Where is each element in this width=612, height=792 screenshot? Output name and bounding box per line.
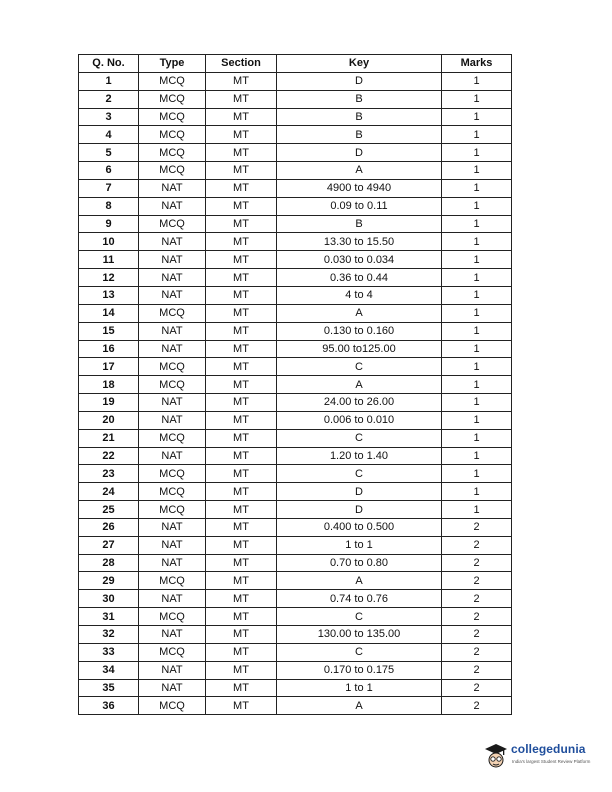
cell-marks: 2	[442, 626, 512, 644]
cell-key: 24.00 to 26.00	[277, 394, 442, 412]
table-row	[79, 376, 512, 394]
cell-qno: 34	[79, 661, 139, 679]
cell-marks: 1	[442, 501, 512, 519]
cell-key: 130.00 to 135.00	[277, 626, 442, 644]
cell-marks: 1	[442, 376, 512, 394]
cell-key: A	[277, 304, 442, 322]
cell-qno: 5	[79, 144, 139, 162]
cell-type: MCQ	[139, 215, 206, 233]
logo-tagline: India's largest Student Review Platform	[512, 759, 591, 764]
cell-marks: 1	[442, 411, 512, 429]
cell-type: MCQ	[139, 358, 206, 376]
table-row	[79, 465, 512, 483]
cell-type: MCQ	[139, 126, 206, 144]
cell-type: MCQ	[139, 643, 206, 661]
cell-section: MT	[206, 251, 277, 269]
cell-key: D	[277, 72, 442, 90]
cell-key: D	[277, 144, 442, 162]
cell-marks: 2	[442, 590, 512, 608]
table-row	[79, 72, 512, 90]
cell-type: MCQ	[139, 572, 206, 590]
table-row	[79, 429, 512, 447]
cell-qno: 1	[79, 72, 139, 90]
cell-type: NAT	[139, 286, 206, 304]
cell-type: NAT	[139, 411, 206, 429]
cell-key: D	[277, 501, 442, 519]
cell-section: MT	[206, 501, 277, 519]
cell-section: MT	[206, 269, 277, 287]
cell-marks: 2	[442, 572, 512, 590]
table-row	[79, 126, 512, 144]
cell-marks: 1	[442, 108, 512, 126]
table-row	[79, 536, 512, 554]
cell-type: MCQ	[139, 697, 206, 715]
cell-marks: 1	[442, 304, 512, 322]
cell-key: C	[277, 643, 442, 661]
cell-qno: 21	[79, 429, 139, 447]
cell-qno: 29	[79, 572, 139, 590]
cell-marks: 1	[442, 465, 512, 483]
cell-type: NAT	[139, 626, 206, 644]
cell-section: MT	[206, 144, 277, 162]
cell-key: A	[277, 697, 442, 715]
answer-key-table	[78, 54, 512, 715]
cell-type: NAT	[139, 590, 206, 608]
cell-qno: 33	[79, 643, 139, 661]
cell-marks: 1	[442, 447, 512, 465]
cell-section: MT	[206, 554, 277, 572]
cell-section: MT	[206, 697, 277, 715]
cell-key: C	[277, 465, 442, 483]
cell-key: D	[277, 483, 442, 501]
cell-key: 95.00 to125.00	[277, 340, 442, 358]
cell-type: NAT	[139, 447, 206, 465]
cell-marks: 2	[442, 608, 512, 626]
cell-marks: 2	[442, 661, 512, 679]
cell-section: MT	[206, 465, 277, 483]
table-row	[79, 554, 512, 572]
cell-section: MT	[206, 411, 277, 429]
cell-qno: 31	[79, 608, 139, 626]
cell-marks: 1	[442, 144, 512, 162]
table-row	[79, 90, 512, 108]
cell-type: NAT	[139, 394, 206, 412]
cell-section: MT	[206, 376, 277, 394]
cell-marks: 1	[442, 162, 512, 180]
cell-type: MCQ	[139, 162, 206, 180]
cell-key: C	[277, 358, 442, 376]
cell-qno: 3	[79, 108, 139, 126]
cell-type: MCQ	[139, 304, 206, 322]
cell-section: MT	[206, 304, 277, 322]
cell-key: 1.20 to 1.40	[277, 447, 442, 465]
table-row	[79, 162, 512, 180]
table-row	[79, 697, 512, 715]
cell-type: NAT	[139, 233, 206, 251]
cell-qno: 22	[79, 447, 139, 465]
cell-marks: 1	[442, 483, 512, 501]
cell-section: MT	[206, 197, 277, 215]
graduation-cap-mascot-icon	[484, 742, 508, 770]
cell-key: 0.70 to 0.80	[277, 554, 442, 572]
cell-qno: 12	[79, 269, 139, 287]
cell-section: MT	[206, 572, 277, 590]
table-row	[79, 108, 512, 126]
cell-qno: 25	[79, 501, 139, 519]
cell-marks: 1	[442, 358, 512, 376]
cell-key: 0.74 to 0.76	[277, 590, 442, 608]
table-row	[79, 179, 512, 197]
cell-section: MT	[206, 483, 277, 501]
cell-marks: 1	[442, 429, 512, 447]
cell-qno: 23	[79, 465, 139, 483]
table-row	[79, 608, 512, 626]
cell-key: B	[277, 90, 442, 108]
cell-qno: 32	[79, 626, 139, 644]
cell-marks: 1	[442, 90, 512, 108]
cell-key: 0.400 to 0.500	[277, 518, 442, 536]
cell-type: MCQ	[139, 501, 206, 519]
cell-marks: 1	[442, 215, 512, 233]
cell-key: 1 to 1	[277, 679, 442, 697]
table-row	[79, 394, 512, 412]
cell-section: MT	[206, 518, 277, 536]
cell-section: MT	[206, 322, 277, 340]
cell-key: A	[277, 162, 442, 180]
table-row	[79, 572, 512, 590]
table-row	[79, 679, 512, 697]
table-row	[79, 304, 512, 322]
cell-section: MT	[206, 626, 277, 644]
cell-section: MT	[206, 340, 277, 358]
table-row	[79, 197, 512, 215]
cell-key: B	[277, 126, 442, 144]
logo-brand-name: collegedunia	[511, 742, 586, 756]
cell-qno: 2	[79, 90, 139, 108]
cell-section: MT	[206, 179, 277, 197]
table-row	[79, 233, 512, 251]
cell-key: 4 to 4	[277, 286, 442, 304]
cell-marks: 1	[442, 251, 512, 269]
collegedunia-logo	[480, 740, 602, 774]
cell-section: MT	[206, 429, 277, 447]
cell-key: 0.030 to 0.034	[277, 251, 442, 269]
cell-type: MCQ	[139, 144, 206, 162]
cell-qno: 20	[79, 411, 139, 429]
cell-marks: 2	[442, 536, 512, 554]
cell-type: NAT	[139, 179, 206, 197]
cell-section: MT	[206, 679, 277, 697]
cell-section: MT	[206, 590, 277, 608]
cell-marks: 1	[442, 233, 512, 251]
cell-key: 0.130 to 0.160	[277, 322, 442, 340]
cell-marks: 1	[442, 394, 512, 412]
table-row	[79, 483, 512, 501]
cell-qno: 16	[79, 340, 139, 358]
cell-section: MT	[206, 215, 277, 233]
cell-key: C	[277, 429, 442, 447]
cell-key: A	[277, 572, 442, 590]
cell-qno: 30	[79, 590, 139, 608]
cell-type: NAT	[139, 554, 206, 572]
table-row	[79, 626, 512, 644]
cell-section: MT	[206, 608, 277, 626]
cell-marks: 2	[442, 643, 512, 661]
cell-key: 0.170 to 0.175	[277, 661, 442, 679]
cell-qno: 14	[79, 304, 139, 322]
cell-section: MT	[206, 358, 277, 376]
cell-qno: 7	[79, 179, 139, 197]
table-row	[79, 358, 512, 376]
table-row	[79, 590, 512, 608]
table-row	[79, 643, 512, 661]
table-row	[79, 251, 512, 269]
table-row	[79, 661, 512, 679]
table-row	[79, 518, 512, 536]
header-qno: Q. No.	[79, 55, 139, 73]
cell-type: NAT	[139, 322, 206, 340]
cell-marks: 1	[442, 286, 512, 304]
cell-key: A	[277, 376, 442, 394]
header-type: Type	[139, 55, 206, 73]
table-row	[79, 286, 512, 304]
table-row	[79, 447, 512, 465]
cell-marks: 1	[442, 72, 512, 90]
cell-section: MT	[206, 108, 277, 126]
cell-type: NAT	[139, 536, 206, 554]
cell-qno: 11	[79, 251, 139, 269]
cell-key: 1 to 1	[277, 536, 442, 554]
cell-qno: 35	[79, 679, 139, 697]
cell-type: NAT	[139, 269, 206, 287]
cell-qno: 27	[79, 536, 139, 554]
cell-qno: 13	[79, 286, 139, 304]
cell-section: MT	[206, 233, 277, 251]
cell-section: MT	[206, 661, 277, 679]
cell-section: MT	[206, 536, 277, 554]
cell-key: 4900 to 4940	[277, 179, 442, 197]
cell-marks: 2	[442, 679, 512, 697]
cell-marks: 1	[442, 340, 512, 358]
cell-marks: 2	[442, 697, 512, 715]
cell-section: MT	[206, 126, 277, 144]
cell-qno: 26	[79, 518, 139, 536]
cell-type: MCQ	[139, 483, 206, 501]
cell-qno: 24	[79, 483, 139, 501]
cell-type: MCQ	[139, 429, 206, 447]
cell-marks: 2	[442, 554, 512, 572]
cell-type: MCQ	[139, 376, 206, 394]
cell-key: B	[277, 215, 442, 233]
header-marks: Marks	[442, 55, 512, 73]
cell-type: NAT	[139, 340, 206, 358]
table-row	[79, 340, 512, 358]
cell-key: 13.30 to 15.50	[277, 233, 442, 251]
cell-marks: 1	[442, 269, 512, 287]
cell-key: C	[277, 608, 442, 626]
cell-type: MCQ	[139, 72, 206, 90]
cell-type: MCQ	[139, 608, 206, 626]
table-row	[79, 215, 512, 233]
cell-marks: 1	[442, 179, 512, 197]
cell-qno: 9	[79, 215, 139, 233]
cell-qno: 10	[79, 233, 139, 251]
cell-key: B	[277, 108, 442, 126]
cell-section: MT	[206, 286, 277, 304]
cell-qno: 6	[79, 162, 139, 180]
cell-type: MCQ	[139, 465, 206, 483]
header-section: Section	[206, 55, 277, 73]
cell-qno: 19	[79, 394, 139, 412]
table-row	[79, 269, 512, 287]
cell-marks: 1	[442, 322, 512, 340]
table-row	[79, 411, 512, 429]
table-row	[79, 501, 512, 519]
cell-section: MT	[206, 447, 277, 465]
cell-type: NAT	[139, 197, 206, 215]
cell-type: NAT	[139, 661, 206, 679]
cell-type: MCQ	[139, 108, 206, 126]
cell-type: NAT	[139, 518, 206, 536]
table-header-row	[79, 55, 512, 73]
header-key: Key	[277, 55, 442, 73]
cell-qno: 4	[79, 126, 139, 144]
cell-qno: 36	[79, 697, 139, 715]
cell-marks: 2	[442, 518, 512, 536]
cell-qno: 8	[79, 197, 139, 215]
cell-marks: 1	[442, 197, 512, 215]
cell-qno: 17	[79, 358, 139, 376]
cell-section: MT	[206, 394, 277, 412]
cell-type: NAT	[139, 251, 206, 269]
cell-key: 0.006 to 0.010	[277, 411, 442, 429]
cell-section: MT	[206, 72, 277, 90]
cell-key: 0.36 to 0.44	[277, 269, 442, 287]
table-row	[79, 144, 512, 162]
cell-key: 0.09 to 0.11	[277, 197, 442, 215]
cell-section: MT	[206, 90, 277, 108]
cell-section: MT	[206, 162, 277, 180]
table-row	[79, 322, 512, 340]
cell-marks: 1	[442, 126, 512, 144]
cell-section: MT	[206, 643, 277, 661]
cell-qno: 28	[79, 554, 139, 572]
cell-type: NAT	[139, 679, 206, 697]
cell-qno: 18	[79, 376, 139, 394]
cell-qno: 15	[79, 322, 139, 340]
cell-type: MCQ	[139, 90, 206, 108]
